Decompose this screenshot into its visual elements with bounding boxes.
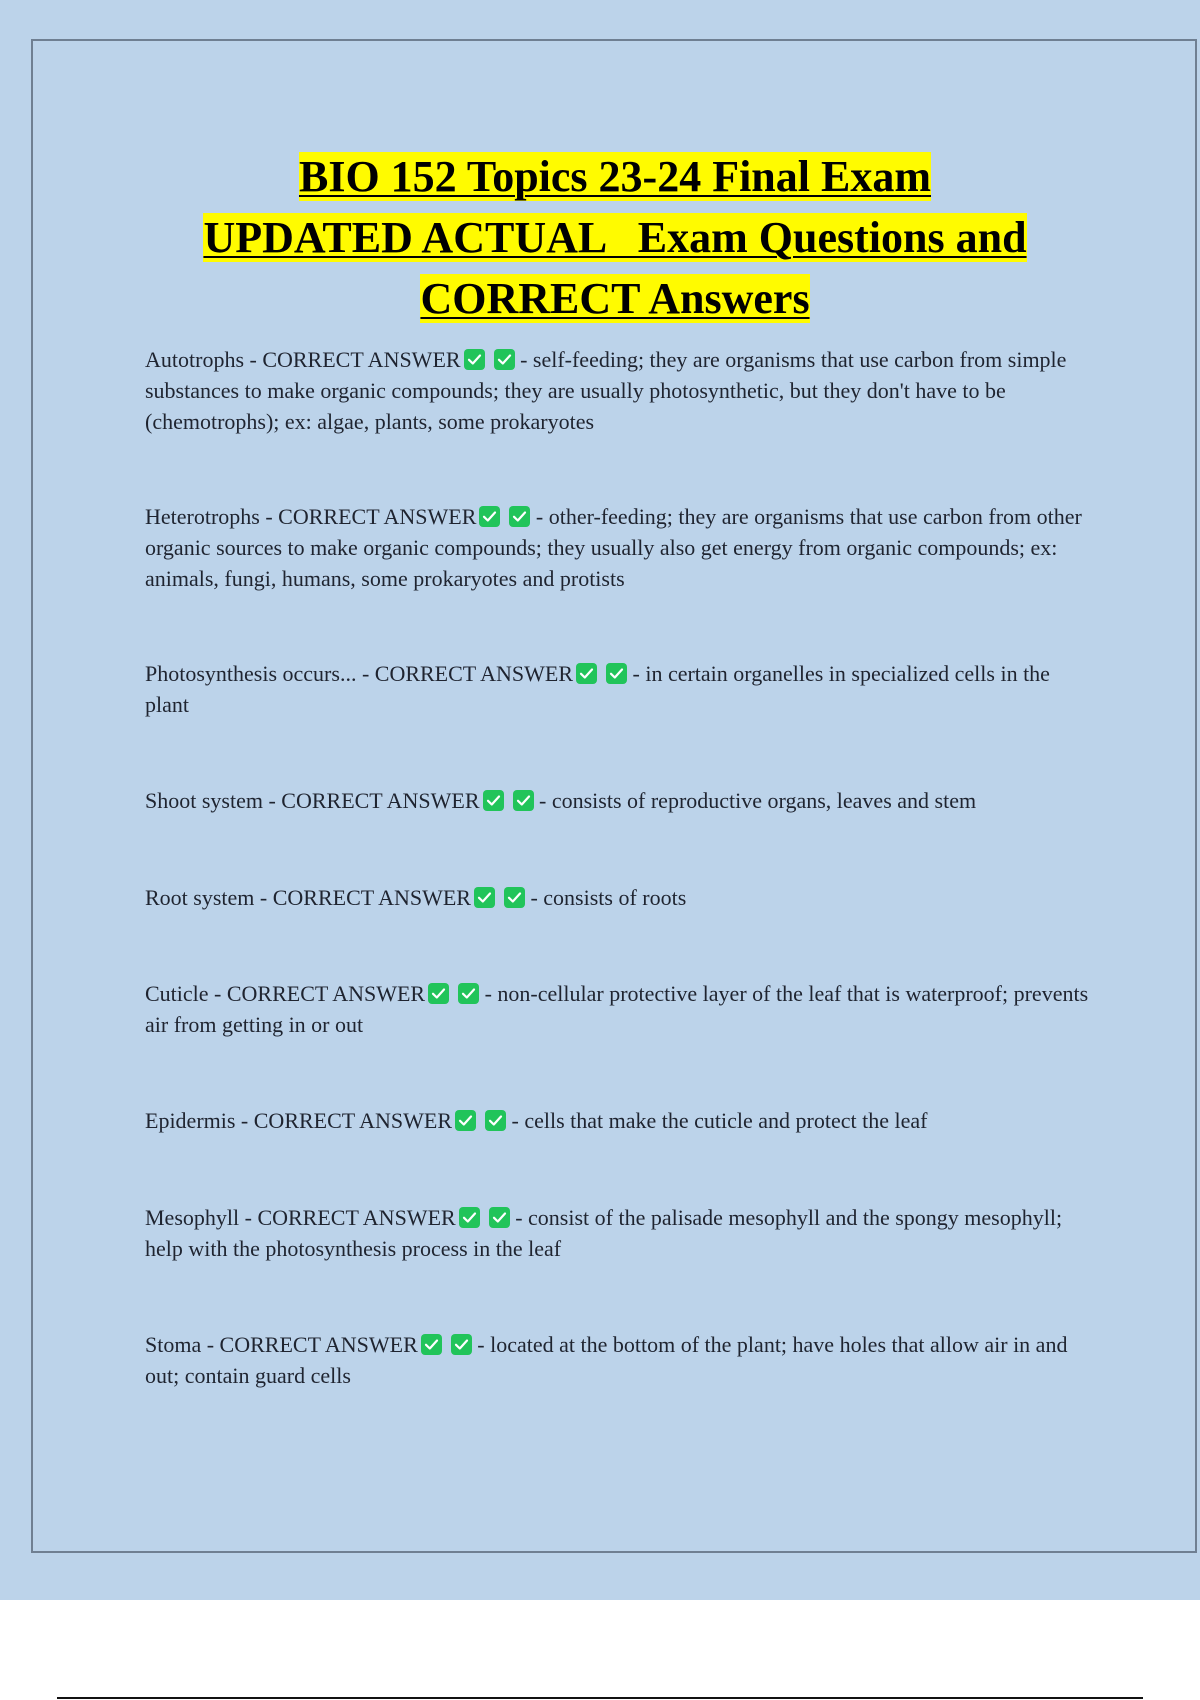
- qa-item: [145, 1329, 1090, 1391]
- title-line: [110, 207, 1120, 268]
- qa-answer: - cells that make the cuticle and protect the leaf: [511, 1108, 928, 1133]
- check-mark-icon: [509, 506, 530, 527]
- check-mark-icon: [474, 887, 495, 908]
- check-mark-icon: [455, 1110, 476, 1131]
- check-mark-icon: [504, 887, 525, 908]
- check-mark-icon: [494, 349, 515, 370]
- check-mark-icon: [459, 1207, 480, 1228]
- check-mark-icon: [464, 349, 485, 370]
- qa-item: [145, 882, 1090, 913]
- qa-item: [145, 658, 1090, 720]
- qa-term: Mesophyll - CORRECT ANSWER: [145, 1205, 456, 1230]
- check-mark-icon: [483, 790, 504, 811]
- qa-term: Cuticle - CORRECT ANSWER: [145, 981, 426, 1006]
- qa-term: Epidermis - CORRECT ANSWER: [145, 1108, 452, 1133]
- qa-item: [145, 785, 1090, 816]
- check-mark-icon: [458, 983, 479, 1004]
- check-mark-icon: [479, 506, 500, 527]
- qa-answer: - consists of reproductive organs, leaves and stem: [539, 788, 977, 813]
- qa-item: [145, 1202, 1090, 1264]
- qa-answer: - non-cellular protective layer of the leaf that is waterproof; prevents air from getting in or out: [145, 981, 1089, 1037]
- qa-term: Root system - CORRECT ANSWER: [145, 885, 471, 910]
- qa-answer: - consists of roots: [530, 885, 687, 910]
- check-mark-icon: [513, 790, 534, 811]
- title-line-text: BIO 152 Topics 23-24 Final Exam: [298, 152, 931, 201]
- qa-term: Stoma - CORRECT ANSWER: [145, 1332, 418, 1357]
- check-mark-icon: [576, 663, 597, 684]
- check-mark-icon: [489, 1207, 510, 1228]
- qa-item: [145, 1105, 1090, 1136]
- qa-item: [145, 501, 1090, 594]
- qa-term: Shoot system - CORRECT ANSWER: [145, 788, 480, 813]
- title-line: [110, 146, 1120, 207]
- qa-answer: - other-feeding; they are organisms that use carbon from other organic sources to make organic compounds; they usually also get energy from organic compounds; ex: animals, fungi, humans, some prokaryotes and protists: [145, 504, 1082, 591]
- title-line-text: CORRECT Answers: [420, 274, 810, 323]
- qa-item: [145, 978, 1090, 1040]
- check-mark-icon: [421, 1334, 442, 1355]
- qa-term: Autotrophs - CORRECT ANSWER: [145, 347, 461, 372]
- qa-item: [145, 344, 1090, 437]
- qa-term: Heterotrophs - CORRECT ANSWER: [145, 504, 477, 529]
- check-mark-icon: [451, 1334, 472, 1355]
- title-line-text: UPDATED ACTUAL Exam Questions and: [203, 213, 1027, 262]
- qa-term: Photosynthesis occurs... - CORRECT ANSWER: [145, 661, 574, 686]
- qa-answer: - in certain organelles in specialized cells in the plant: [145, 661, 1050, 717]
- qa-answer: - located at the bottom of the plant; have holes that allow air in and out; contain guard cells: [145, 1332, 1068, 1388]
- document-title: [110, 146, 1120, 329]
- qa-answer: - self-feeding; they are organisms that use carbon from simple substances to make organic compounds; they are usually photosynthetic, but they don't have to be (chemotrophs); ex: algae, plants, some prokaryotes: [145, 347, 1067, 434]
- footer-rule: [57, 1697, 1143, 1699]
- title-line: [110, 268, 1120, 329]
- check-mark-icon: [428, 983, 449, 1004]
- check-mark-icon: [606, 663, 627, 684]
- qa-answer: - consist of the palisade mesophyll and the spongy mesophyll; help with the photosynthesis process in the leaf: [145, 1205, 1063, 1261]
- check-mark-icon: [485, 1110, 506, 1131]
